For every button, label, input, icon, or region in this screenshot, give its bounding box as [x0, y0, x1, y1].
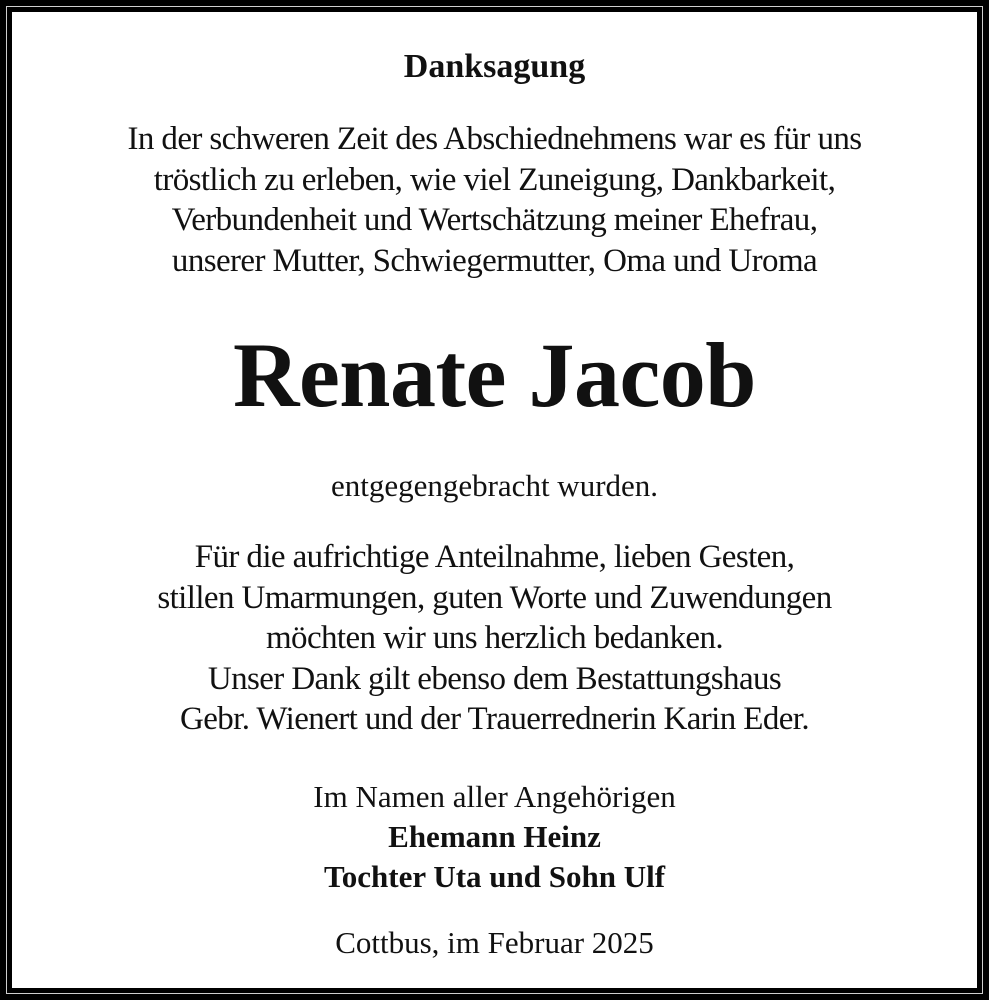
thanks-paragraph	[12, 537, 977, 740]
intro-line: Verbundenheit und Wertschätzung meiner Ehefrau,	[171, 202, 818, 238]
intro-line: unserer Mutter, Schwiegermutter, Oma und Uroma	[171, 242, 818, 279]
signature-block	[12, 777, 977, 897]
place-and-date: Cottbus, im Februar 2025	[335, 925, 654, 960]
deceased-name: Renate Jacob	[233, 324, 756, 426]
intro-paragraph	[12, 119, 977, 281]
obituary-notice	[12, 12, 977, 988]
notice-heading: Danksagung	[403, 48, 586, 85]
signature-name: Ehemann Heinz	[388, 819, 601, 854]
signature-name: Tochter Uta und Sohn Ulf	[323, 859, 666, 894]
intro-line: In der schweren Zeit des Abschiednehmens war es für uns	[127, 121, 862, 157]
thanks-line: Für die aufrichtige Anteilnahme, lieben Gesten,	[194, 539, 795, 575]
thanks-line: Gebr. Wienert und der Trauerrednerin Karin Eder.	[179, 701, 810, 737]
thanks-line: möchten wir uns herzlich bedanken.	[265, 620, 724, 656]
thanks-line: stillen Umarmungen, guten Worte und Zuwendungen	[157, 579, 832, 616]
signature-intro: Im Namen aller Angehörigen	[313, 779, 676, 814]
intro-line: tröstlich zu erleben, wie viel Zuneigung, Dankbarkeit,	[153, 161, 836, 198]
thanks-line: Unser Dank gilt ebenso dem Bestattungshaus	[207, 660, 782, 697]
after-name-text: entgegengebracht wurden.	[330, 468, 659, 503]
